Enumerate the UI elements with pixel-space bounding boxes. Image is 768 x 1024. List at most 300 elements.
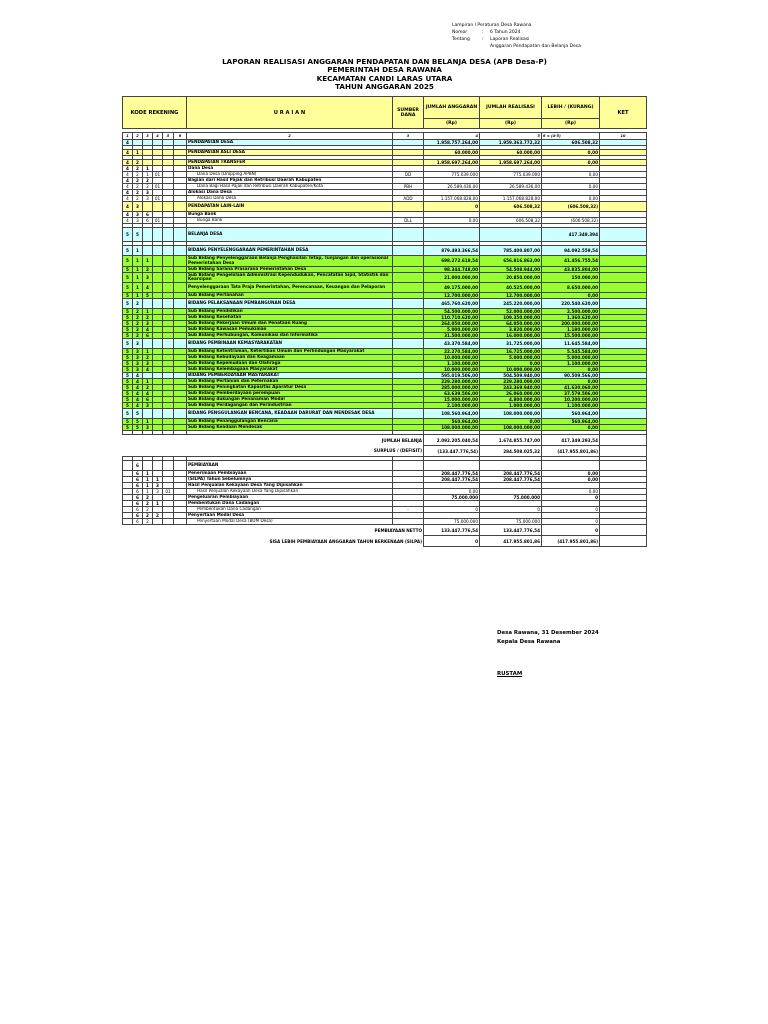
realization-amount: 4.800.000,00 — [480, 397, 542, 403]
account-code-digit: 1 — [153, 477, 163, 483]
account-code-digit: 01 — [153, 196, 163, 202]
account-code-digit: 1 — [143, 172, 153, 178]
description-cell: PENDAPATAN DESA — [187, 140, 393, 146]
account-code-digit: 6 — [133, 507, 143, 513]
account-code-digit: 1 — [143, 166, 153, 172]
account-code-digit — [153, 409, 163, 419]
budget-amount: 465.760.620,00 — [424, 299, 480, 309]
account-code-digit: 4 — [133, 373, 143, 379]
account-code-digit: 5 — [133, 228, 143, 242]
budget-amount: 21.000.000,00 — [424, 272, 480, 283]
number-sep: : — [482, 30, 484, 35]
realization-amount: 64.050.000,00 — [480, 321, 542, 327]
account-code-digit — [174, 299, 187, 309]
account-code-digit: 4 — [133, 397, 143, 403]
account-code-digit: 2 — [133, 172, 143, 178]
description-cell: Sub Bidang Sarana Prasarana Pemerintahan Desa — [187, 266, 393, 272]
account-code-digit: 4 — [123, 190, 133, 196]
account-code-digit: 4 — [123, 160, 133, 166]
budget-amount: 63.639.506,00 — [424, 391, 480, 397]
header-sumber: SUMBER DANA — [393, 97, 424, 129]
description-cell: (SILPA) Tahun Sebelumnya — [187, 477, 393, 483]
account-code-digit — [163, 202, 174, 212]
table-row — [123, 461, 647, 471]
account-code-digit: 5 — [123, 266, 133, 272]
account-code-digit — [153, 272, 163, 283]
account-code-digit: 3 — [143, 403, 153, 409]
budget-amount: 10.000.000,00 — [424, 367, 480, 373]
account-code-digit: 6 — [133, 483, 143, 489]
description-cell: Sub Bidang Pendidikan — [187, 309, 393, 315]
account-code-digit: 6 — [133, 489, 143, 495]
budget-amount: 110.710.620,00 — [424, 315, 480, 321]
difference-amount: (606.508,32) — [542, 202, 600, 212]
realization-amount: 26.589.436,00 — [480, 184, 542, 190]
account-code-digit: 4 — [133, 379, 143, 385]
fund-source-cell: PBH — [393, 184, 424, 190]
realization-amount: 656.816.863,00 — [480, 256, 542, 267]
fund-source-cell — [393, 228, 424, 242]
index-cell: 3 — [393, 133, 424, 140]
budget-amount — [424, 228, 480, 242]
account-code-digit: 2 — [133, 178, 143, 184]
account-code-digit: 4 — [133, 385, 143, 391]
column-index-row — [123, 133, 647, 140]
note-cell — [600, 461, 647, 471]
description-cell: Pengeluaran Pembiayaan — [187, 495, 393, 501]
account-code-digit: 3 — [133, 349, 143, 355]
realization-amount: 785.400.807,00 — [480, 246, 542, 256]
realization-amount: 243.369.940,00 — [480, 385, 542, 391]
table-row — [123, 272, 647, 283]
realization-amount: 16.725.000,00 — [480, 349, 542, 355]
difference-amount: 94.092.559,54 — [542, 246, 600, 256]
account-code-digit: 6 — [133, 461, 143, 471]
fund-source-cell: ADD — [393, 196, 424, 202]
description-cell: Sub Bidang Pengelolaan Administrasi Kependudukan, Pencatatan Sipil, Statistik dan Kearsipan — [187, 272, 393, 283]
difference-amount: 10.200.000,00 — [542, 397, 600, 403]
note-cell — [600, 228, 647, 242]
account-code-digit: 2 — [133, 190, 143, 196]
account-code-digit: 5 — [123, 272, 133, 283]
description-cell: PEMBIAYAAN — [187, 461, 393, 471]
description-cell: Sub Bidang Penanggulangan Bencana — [187, 419, 393, 425]
realization-amount: 417.955.801,86 — [480, 536, 542, 547]
difference-amount: 8.650.000,00 — [542, 283, 600, 293]
subject-line — [452, 36, 581, 43]
account-code-digit: 01 — [153, 172, 163, 178]
account-code-digit: 1 — [143, 309, 153, 315]
note-cell — [600, 299, 647, 309]
account-code-digit — [143, 246, 153, 256]
account-code-digit: 3 — [143, 196, 153, 202]
index-cell: 1 — [123, 133, 133, 140]
account-code-digit: 2 — [133, 315, 143, 321]
difference-amount: 2.500.000,00 — [542, 309, 600, 315]
budget-amount: 75.000.000 — [424, 495, 480, 501]
account-code-digit: 5 — [123, 299, 133, 309]
budget-amount: 108.000.000,00 — [424, 425, 480, 431]
account-code-digit: 3 — [133, 367, 143, 373]
table-row — [123, 299, 647, 309]
account-code-digit: 5 — [123, 385, 133, 391]
account-code-digit: 4 — [123, 184, 133, 190]
account-code-digit: 5 — [123, 379, 133, 385]
difference-amount: 41.456.755,54 — [542, 256, 600, 267]
note-cell — [600, 339, 647, 349]
description-cell: BIDANG PENGGULANGAN BENCANA, KEADAAN DARURAT DAN MENDESAK DESA — [187, 409, 393, 419]
header-anggaran: JUMLAH ANGGARAN — [424, 97, 480, 119]
table-row — [123, 435, 647, 446]
account-code-digit: 5 — [123, 403, 133, 409]
description-cell: Penerimaan Pembiayaan — [187, 471, 393, 477]
budget-amount: 2.092.205.040,54 — [424, 435, 480, 446]
header-realisasi: JUMLAH REALISASI — [480, 97, 542, 119]
subject-sep: : — [482, 37, 484, 42]
account-code-digit: 2 — [133, 327, 143, 333]
index-cell: 5 — [163, 133, 174, 140]
note-cell — [600, 246, 647, 256]
account-code-digit — [153, 461, 163, 471]
subject-value: Laporan Realisasi — [490, 37, 530, 42]
account-code-digit — [174, 228, 187, 242]
realization-amount: 0,00 — [480, 419, 542, 425]
account-code-digit: 2 — [143, 513, 153, 519]
index-cell: 4 — [424, 133, 480, 140]
account-code-digit: 4 — [123, 196, 133, 202]
header-ket: KET — [600, 97, 647, 129]
account-code-digit — [163, 461, 174, 471]
fund-source-cell: DD — [393, 172, 424, 178]
account-code-digit: 6 — [133, 495, 143, 501]
description-cell: Sub Bidang Ketentraman, Ketertiban Umum dan Perlindungan Masyarakat — [187, 349, 393, 355]
fund-source-cell — [393, 256, 424, 267]
account-code-digit: 1 — [153, 501, 163, 507]
difference-amount: 0,00 — [542, 489, 600, 495]
account-code-digit: 4 — [123, 172, 133, 178]
difference-amount: 0,00 — [542, 425, 600, 431]
budget-amount: 49.175.000,00 — [424, 283, 480, 293]
realization-amount: 3.820.000,00 — [480, 327, 542, 333]
account-code-digit: 5 — [133, 419, 143, 425]
realization-amount: 108.000.000,00 — [480, 409, 542, 419]
realization-amount: 229.280.000,00 — [480, 379, 542, 385]
account-code-digit: 5 — [123, 315, 133, 321]
realization-amount: 26.060.000,00 — [480, 391, 542, 397]
table-row — [123, 202, 647, 212]
account-code-digit — [153, 202, 163, 212]
account-code-digit: 2 — [143, 355, 153, 361]
difference-amount: 0,00 — [542, 471, 600, 477]
realization-amount — [480, 228, 542, 242]
difference-amount: 150.000,00 — [542, 272, 600, 283]
account-code-digit: 1 — [143, 483, 153, 489]
budget-amount: 5.000.000,00 — [424, 327, 480, 333]
description-cell: Bunga Bank — [187, 212, 393, 218]
budget-amount: 12.700.000,00 — [424, 293, 480, 299]
table-row — [123, 283, 647, 293]
signature-name: RUSTAM — [497, 671, 523, 677]
account-code-digit — [174, 339, 187, 349]
description-cell: Hasil Penjualan Kekayaan Desa Yang Dipisahkan — [187, 489, 393, 495]
difference-amount: 90.509.566,00 — [542, 373, 600, 379]
table-row — [123, 409, 647, 419]
account-code-digit: 1 — [133, 272, 143, 283]
account-code-digit: 1 — [133, 266, 143, 272]
account-code-digit — [153, 339, 163, 349]
account-code-digit: 3 — [133, 355, 143, 361]
account-code-digit: 5 — [123, 373, 133, 379]
fund-source-cell — [393, 461, 424, 471]
report-title: LAPORAN REALISASI ANGGARAN PENDAPATAN DAN BELANJA DESA (APB Desa-P) — [222, 57, 547, 66]
budget-amount: 879.493.366,54 — [424, 246, 480, 256]
note-cell — [600, 536, 647, 547]
account-code-digit — [123, 461, 133, 471]
realization-amount: 75.000.000 — [480, 495, 542, 501]
difference-amount: 0,00 — [542, 293, 600, 299]
budget-amount: 698.272.618,54 — [424, 256, 480, 267]
account-code-digit: 4 — [123, 166, 133, 172]
account-code-digit: 4 — [123, 202, 133, 212]
budget-amount: 133.447.776,54 — [424, 525, 480, 536]
table-row — [123, 446, 647, 457]
account-code-digit: 4 — [123, 150, 133, 156]
budget-amount: 60.000,00 — [424, 150, 480, 156]
account-code-digit: 3 — [133, 339, 143, 349]
description-cell: BIDANG PELAKSANAAN PEMBANGUNAN DESA — [187, 299, 393, 309]
account-code-digit: 1 — [133, 150, 143, 156]
account-code-digit: 6 — [143, 218, 153, 224]
difference-amount: 417.349.293,54 — [542, 435, 600, 446]
account-code-digit: 4 — [123, 218, 133, 224]
realization-amount: 1.958.697.264,00 — [480, 160, 542, 166]
description-cell: BIDANG PENYELENGGARAAN PEMERINTAHAN DESA — [187, 246, 393, 256]
difference-amount: 0,00 — [542, 379, 600, 385]
account-code-digit: 5 — [123, 333, 133, 339]
table-row — [123, 228, 647, 242]
index-cell: 10 — [600, 133, 647, 140]
account-code-digit — [143, 461, 153, 471]
difference-amount — [542, 461, 600, 471]
village-name: PEMERINTAH DESA RAWANA — [327, 65, 442, 75]
realization-amount: 54.508.944,00 — [480, 266, 542, 272]
header-uraian: U R A I A N — [187, 97, 393, 129]
account-code-digit — [174, 283, 187, 293]
account-code-digit — [163, 283, 174, 293]
total-label: JUMLAH BELANJA — [381, 437, 423, 443]
account-code-digit: 1 — [133, 246, 143, 256]
realization-amount: 75.000.000 — [480, 519, 542, 525]
difference-amount: 0 — [542, 519, 600, 525]
attachment-line: Lampiran I Peraturan Desa Rawana — [452, 23, 532, 28]
note-cell — [600, 525, 647, 536]
district-name: KECAMATAN CANDI LARAS UTARA — [316, 73, 453, 83]
account-code-digit: 2 — [143, 315, 153, 321]
account-code-digit: 3 — [133, 202, 143, 212]
account-code-digit: 3 — [153, 483, 163, 489]
realization-amount — [480, 461, 542, 471]
currency-label: (Rp) — [542, 119, 600, 129]
currency-label: (Rp) — [424, 119, 480, 129]
budget-amount: 2.100.000,00 — [424, 403, 480, 409]
budget-amount: 108.560.964,00 — [424, 409, 480, 419]
account-code-digit: 1 — [143, 419, 153, 425]
account-code-digit — [174, 461, 187, 471]
table-row — [123, 536, 647, 547]
difference-amount: 5.545.584,00 — [542, 349, 600, 355]
realization-amount: 606.508,32 — [480, 218, 542, 224]
description-cell: Sub Bidang Penyelenggaraan Belanja Penghasilan Tetap, Tunjangan dan operasional Pemerintahan Desa — [187, 256, 393, 267]
budget-realization-table — [122, 96, 647, 547]
realization-amount: 1.674.855.747,00 — [480, 435, 542, 446]
account-code-digit: 3 — [133, 361, 143, 367]
fund-source-cell — [393, 299, 424, 309]
account-code-digit: 5 — [123, 349, 133, 355]
account-code-digit: 5 — [133, 425, 143, 431]
difference-amount: 0,00 — [542, 367, 600, 373]
account-code-digit: 6 — [133, 477, 143, 483]
account-code-digit: 5 — [123, 355, 133, 361]
account-code-digit — [163, 228, 174, 242]
attachment-reference — [452, 22, 581, 50]
account-code-digit: 1 — [143, 379, 153, 385]
note-cell — [600, 256, 647, 267]
realization-amount: 40.525.000,00 — [480, 283, 542, 293]
description-cell: PENDAPATAN TRANSFER — [187, 160, 393, 166]
description-cell: PENDAPATAN ASLI DESA — [187, 150, 393, 156]
description-cell: Sub Bidang Perhubungan, Komunikasi dan Informatika — [187, 333, 393, 339]
account-code-digit — [174, 409, 187, 419]
difference-amount: 37.579.506,00 — [542, 391, 600, 397]
report-title-block — [124, 58, 645, 91]
account-code-digit: 5 — [123, 256, 133, 267]
number-value: 6 Tahun 2024 — [490, 30, 521, 35]
description-cell: Penyelenggaraan Tata Praja Pemerintahan, Perencanaan, Keuangan dan Pelaporan — [187, 283, 393, 293]
description-cell: Alokasi Dana Desa — [187, 196, 393, 202]
account-code-digit — [163, 339, 174, 349]
account-code-digit: 2 — [143, 178, 153, 184]
description-cell: Bagian dari Hasil Pajak dan Retribusi Daerah Kabupaten — [187, 178, 393, 184]
realization-amount: 208.447.776,54 — [480, 471, 542, 477]
account-code-digit — [163, 272, 174, 283]
fund-source-cell — [393, 283, 424, 293]
account-code-digit: 5 — [123, 425, 133, 431]
difference-amount: 0 — [542, 495, 600, 501]
account-code-digit: 5 — [123, 391, 133, 397]
budget-amount: 208.447.776,54 — [424, 471, 480, 477]
account-code-digit: 6 — [143, 397, 153, 403]
description-cell: PENDAPATAN LAIN-LAIN — [187, 202, 393, 212]
account-code-digit: 3 — [143, 425, 153, 431]
note-cell — [600, 446, 647, 457]
budget-amount — [424, 461, 480, 471]
difference-amount: 0,00 — [542, 196, 600, 202]
budget-amount: (133.447.776,54) — [424, 446, 480, 457]
difference-amount: 1.180.000,00 — [542, 327, 600, 333]
description-cell: Bunga Bank — [187, 218, 393, 224]
realization-amount: 606.508,32 — [480, 202, 542, 212]
account-code-digit: 2 — [133, 160, 143, 166]
fund-source-cell: DLL — [393, 218, 424, 224]
realization-amount: 108.000.000,00 — [480, 425, 542, 431]
account-code-digit: 1 — [133, 293, 143, 299]
account-code-digit: 2 — [143, 501, 153, 507]
number-label: Nomor — [452, 30, 468, 35]
account-code-digit: 3 — [143, 361, 153, 367]
account-code-digit: 4 — [143, 391, 153, 397]
realization-amount: 245.220.000,00 — [480, 299, 542, 309]
realization-amount: 12.700.000,00 — [480, 293, 542, 299]
realization-amount: 20.850.000,00 — [480, 272, 542, 283]
description-cell: Sub Bidang Kesehatan — [187, 315, 393, 321]
description-cell: BELANJA DESA — [187, 228, 393, 242]
difference-amount: 1.360.620,00 — [542, 315, 600, 321]
account-code-digit: 2 — [153, 513, 163, 519]
description-cell: Sub Bidang Kepemudaan dan Olahraga — [187, 361, 393, 367]
account-code-digit: 3 — [143, 190, 153, 196]
difference-amount: 5.000.000,00 — [542, 355, 600, 361]
description-cell: Sub Bidang Pertanian dan Peternakan — [187, 379, 393, 385]
description-cell: Sub Bidang Pertanahan — [187, 293, 393, 299]
subject-value-2: Anggaran Pendapatan dan Belanja Desa — [490, 44, 581, 49]
budget-amount: 285.000.000,00 — [424, 385, 480, 391]
index-cell: 6 = (4-5) — [542, 133, 600, 140]
total-label: PEMBIAYAAN NETTO — [374, 527, 423, 533]
description-cell: Alokasi Dana Desa — [187, 190, 393, 196]
budget-amount: 1.157.068.828,00 — [424, 196, 480, 202]
account-code-digit: 1 — [143, 256, 153, 267]
realization-amount: 133.447.776,54 — [480, 525, 542, 536]
budget-amount: 31.500.000,00 — [424, 333, 480, 339]
difference-amount: 41.630.060,00 — [542, 385, 600, 391]
realization-amount: 52.000.000,00 — [480, 309, 542, 315]
account-code-digit: 4 — [143, 283, 153, 293]
difference-amount: 1.100.000,00 — [542, 403, 600, 409]
description-cell: Sub Bidang Keadaan Mendesak — [187, 425, 393, 431]
account-code-digit: 5 — [123, 283, 133, 293]
difference-amount: 417.349.394 — [542, 228, 600, 242]
budget-amount: 1.958.757.264,00 — [424, 140, 480, 146]
index-cell: 3 — [143, 133, 153, 140]
budget-amount: 0,00 — [424, 489, 480, 495]
account-code-digit: 1 — [143, 349, 153, 355]
fund-source-cell — [393, 272, 424, 283]
account-code-digit: 2 — [133, 184, 143, 190]
description-cell: Penyertaan Modal Desa — [187, 513, 393, 519]
account-code-digit: 2 — [133, 309, 143, 315]
difference-amount: 0,00 — [542, 477, 600, 483]
table-row — [123, 246, 647, 256]
account-code-digit: 5 — [123, 321, 133, 327]
description-cell: Sub Bidang Pekerjaan Umum dan Penataan Ruang — [187, 321, 393, 327]
difference-amount: 1.100.000,00 — [542, 361, 600, 367]
budget-amount: 264.050.000,00 — [424, 321, 480, 327]
budget-amount: 0,00 — [424, 218, 480, 224]
account-code-digit: 3 — [133, 218, 143, 224]
account-code-digit: 3 — [133, 212, 143, 218]
budget-amount: 15.000.000,00 — [424, 397, 480, 403]
description-cell: BIDANG PEMBINAAN KEMASYARAKATAN — [187, 339, 393, 349]
difference-amount: (417.955.801,86) — [542, 536, 600, 547]
account-code-digit: 6 — [133, 519, 143, 525]
account-code-digit: 6 — [143, 333, 153, 339]
budget-amount: 22.270.584,00 — [424, 349, 480, 355]
note-cell — [600, 409, 647, 419]
fund-source-cell — [393, 339, 424, 349]
difference-amount: 0,00 — [542, 172, 600, 178]
realization-amount: 1.157.068.828,00 — [480, 196, 542, 202]
account-code-digit: 5 — [123, 339, 133, 349]
